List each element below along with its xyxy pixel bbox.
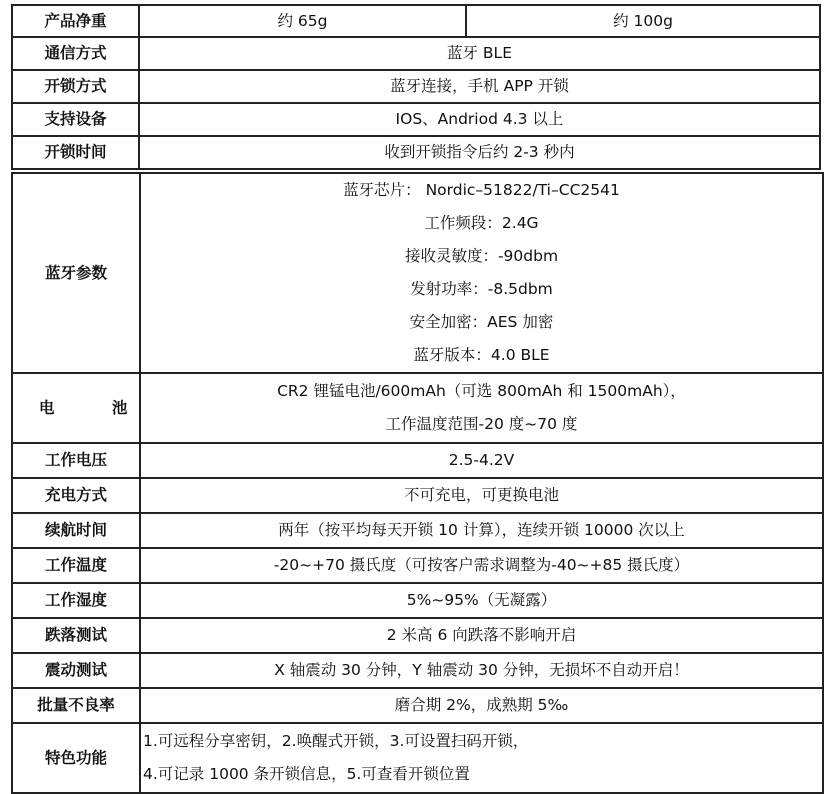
features-value	[140, 723, 823, 793]
bluetooth-version: 蓝牙版本：4.0 BLE	[413, 346, 550, 364]
row-label-drop-test: 跌落测试	[12, 618, 140, 653]
drop-test-value: 2 米高 6 向跌落不影响开启	[140, 618, 823, 653]
spec-table-top	[11, 4, 821, 170]
table-row	[12, 618, 823, 653]
bluetooth-params-value	[140, 173, 823, 373]
unlock-method-value: 蓝牙连接，手机 APP 开锁	[139, 70, 820, 103]
row-label-net-weight: 产品净重	[12, 5, 139, 37]
table-row	[12, 103, 820, 136]
row-label-unlock-time: 开锁时间	[12, 136, 139, 169]
row-label-humidity: 工作湿度	[12, 583, 140, 618]
vibration-test-value: X 轴震动 30 分钟，Y 轴震动 30 分钟，无损坏不自动开启！	[140, 653, 823, 688]
table-row	[12, 688, 823, 723]
battery-life-value: 两年（按平均每天开锁 10 计算），连续开锁 10000 次以上	[140, 513, 823, 548]
row-label-voltage: 工作电压	[12, 443, 140, 478]
bluetooth-sensitivity: 接收灵敏度：-90dbm	[404, 247, 559, 265]
table-row	[12, 173, 823, 373]
net-weight-large: 约 100g	[466, 5, 820, 37]
table-row	[12, 373, 823, 443]
table-row	[12, 478, 823, 513]
row-label-defect-rate: 批量不良率	[12, 688, 140, 723]
table-row	[12, 583, 823, 618]
table-row	[12, 136, 820, 169]
operating-temp-value: -20~+70 摄氏度（可按客户需求调整为-40~+85 摄氏度）	[140, 548, 823, 583]
features-line-2: 4.可记录 1000 条开锁信息，5.可查看开锁位置	[143, 765, 470, 783]
row-label-features: 特色功能	[12, 723, 140, 793]
bluetooth-frequency: 工作频段：2.4G	[424, 214, 539, 232]
row-label-vibration-test: 震动测试	[12, 653, 140, 688]
table-row	[12, 653, 823, 688]
charging-value: 不可充电，可更换电池	[140, 478, 823, 513]
net-weight-small: 约 65g	[139, 5, 466, 37]
supported-devices-value: IOS、Andriod 4.3 以上	[139, 103, 820, 136]
bluetooth-tx-power: 发射功率：-8.5dbm	[410, 280, 553, 298]
battery-type: CR2 锂锰电池/600mAh（可选 800mAh 和 1500mAh），	[277, 382, 686, 400]
row-label-bluetooth-params: 蓝牙参数	[12, 173, 140, 373]
bluetooth-chip: 蓝牙芯片： Nordic–51822/Ti–CC2541	[343, 181, 620, 199]
table-row	[12, 723, 823, 793]
bluetooth-encryption: 安全加密：AES 加密	[409, 313, 554, 331]
row-label-charging: 充电方式	[12, 478, 140, 513]
row-label-battery: 电 池	[12, 373, 140, 443]
table-row	[12, 37, 820, 70]
table-row	[12, 513, 823, 548]
battery-temp-range: 工作温度范围-20 度~70 度	[385, 415, 578, 433]
row-label-unlock-method: 开锁方式	[12, 70, 139, 103]
communication-value: 蓝牙 BLE	[139, 37, 820, 70]
defect-rate-value: 磨合期 2%，成熟期 5‰	[140, 688, 823, 723]
spec-table-bottom	[11, 172, 824, 794]
battery-value	[140, 373, 823, 443]
voltage-value: 2.5-4.2V	[140, 443, 823, 478]
row-label-communication: 通信方式	[12, 37, 139, 70]
row-label-supported-devices: 支持设备	[12, 103, 139, 136]
unlock-time-value: 收到开锁指令后约 2-3 秒内	[139, 136, 820, 169]
humidity-value: 5%~95%（无凝露）	[140, 583, 823, 618]
table-row	[12, 5, 820, 37]
table-row	[12, 70, 820, 103]
table-row	[12, 443, 823, 478]
table-row	[12, 548, 823, 583]
row-label-battery-life: 续航时间	[12, 513, 140, 548]
features-line-1: 1.可远程分享密钥，2.唤醒式开锁，3.可设置扫码开锁，	[143, 732, 529, 750]
row-label-operating-temp: 工作温度	[12, 548, 140, 583]
